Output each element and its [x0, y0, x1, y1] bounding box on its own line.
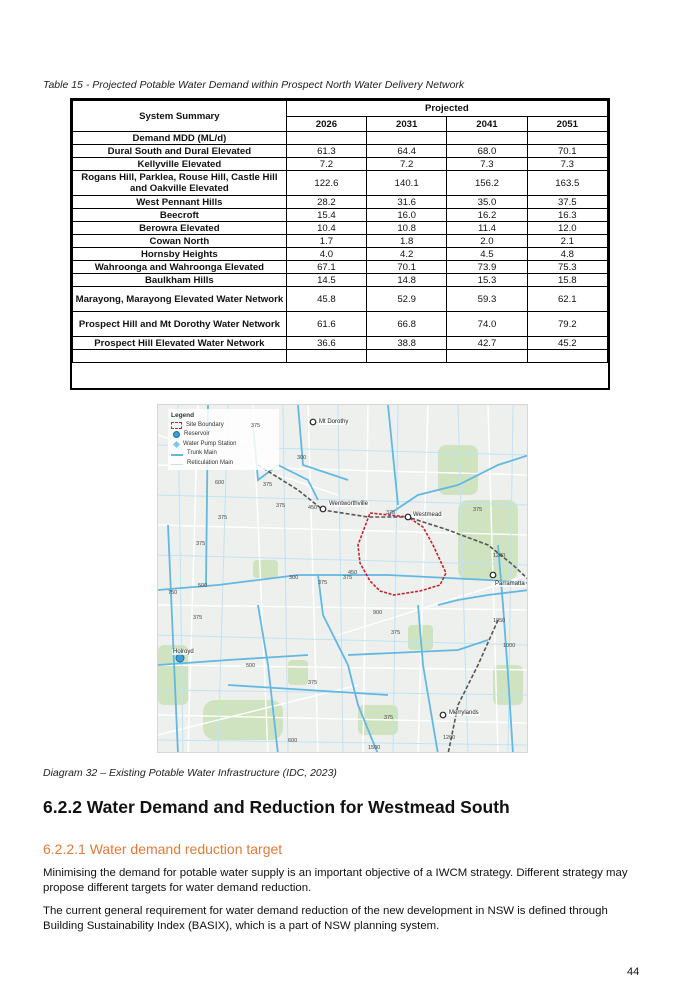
cell-value: 59.3: [447, 287, 527, 312]
cell-value: 2.1: [527, 235, 607, 248]
row-label: Marayong, Marayong Elevated Water Network: [73, 287, 287, 312]
pump-icon: [173, 441, 180, 448]
cell-value: 42.7: [447, 337, 527, 350]
cell-value: 16.2: [447, 209, 527, 222]
section-label: Demand MDD (ML/d): [73, 132, 287, 145]
cell-value: 11.4: [447, 222, 527, 235]
cell-value: 140.1: [367, 171, 447, 196]
row-label: Kellyville Elevated: [73, 158, 287, 171]
section-heading: 6.2.2 Water Demand and Reduction for Westmead South: [43, 797, 510, 817]
table-row: [73, 235, 608, 248]
pipe-diameter-label: 500: [246, 663, 256, 669]
cell-value: 75.3: [527, 261, 607, 274]
legend-item: [171, 459, 276, 469]
cell-value: 4.5: [447, 248, 527, 261]
table-row: [73, 274, 608, 287]
pipe-diameter-label: 375: [391, 630, 401, 636]
header-year: 2031: [367, 117, 447, 132]
header-system-summary: System Summary: [73, 101, 287, 132]
cell-value: 16.3: [527, 209, 607, 222]
site-boundary: [358, 513, 446, 595]
pipe-diameter-label: 375: [318, 580, 328, 586]
header-year: 2026: [286, 117, 366, 132]
legend-label: Reticulation Main: [187, 459, 234, 466]
cell-value: 4.0: [286, 248, 366, 261]
cell-value: 4.2: [367, 248, 447, 261]
map-legend: [168, 409, 279, 470]
cell-value: 73.9: [447, 261, 527, 274]
legend-label: Trunk Main: [187, 450, 217, 456]
header-projected: Projected: [286, 101, 607, 117]
table-row: [73, 312, 608, 337]
map-caption: Diagram 32 – Existing Potable Water Infrastructure (IDC, 2023): [43, 767, 337, 779]
row-label: Hornsby Heights: [73, 248, 287, 261]
cell-value: 70.1: [527, 145, 607, 158]
site-icon: [171, 422, 182, 429]
page-number: 44: [627, 966, 640, 978]
cell-value: 45.8: [286, 287, 366, 312]
label-merrylands: Merrylands: [449, 710, 479, 716]
cell-value: 15.3: [447, 274, 527, 287]
cell-value: 7.2: [286, 158, 366, 171]
cell-value: 37.5: [527, 196, 607, 209]
cell-value: 16.0: [367, 209, 447, 222]
pipe-diameter-label: 1200: [443, 735, 456, 741]
table-row: [73, 209, 608, 222]
cell-value: 64.4: [367, 145, 447, 158]
table-row: [73, 261, 608, 274]
cell-value: 2.0: [447, 235, 527, 248]
row-label: Dural South and Dural Elevated: [73, 145, 287, 158]
header-year: 2051: [527, 117, 607, 132]
pipe-diameter-label: 375: [343, 575, 353, 581]
label-parramatta: Parramatta: [495, 581, 525, 587]
pipe-diameter-label: 450: [348, 570, 358, 576]
header-year: 2041: [447, 117, 527, 132]
table-row: [73, 337, 608, 350]
table-row: [73, 145, 608, 158]
table-row: [73, 196, 608, 209]
pipe-diameter-label: 750: [168, 590, 178, 596]
cell-value: 36.6: [286, 337, 366, 350]
table-caption: Table 15 - Projected Potable Water Demand within Prospect North Water Delivery Network: [43, 79, 465, 91]
pipe-diameter-label: 375: [196, 541, 206, 547]
row-label: Prospect Hill and Mt Dorothy Water Network: [73, 312, 287, 337]
cell-value: 61.3: [286, 145, 366, 158]
row-label: Wahroonga and Wahroonga Elevated: [73, 261, 287, 274]
cell-value: 15.4: [286, 209, 366, 222]
cell-value: 74.0: [447, 312, 527, 337]
legend-item: [171, 440, 276, 450]
cell-value: 1.7: [286, 235, 366, 248]
pipe-diameter-label: 375: [276, 503, 286, 509]
cell-value: 61.6: [286, 312, 366, 337]
cell-value: 66.8: [367, 312, 447, 337]
cell-value: 28.2: [286, 196, 366, 209]
pipe-diameter-label: 500: [198, 583, 208, 589]
label-westmead: Westmead: [413, 512, 442, 518]
pipe-diameter-label: 300: [297, 455, 307, 461]
legend-label: Site Boundary: [186, 421, 224, 428]
cell-value: 10.4: [286, 222, 366, 235]
cell-value: 67.1: [286, 261, 366, 274]
cell-value: 1.8: [367, 235, 447, 248]
legend-item: [171, 449, 276, 459]
row-label: Beecroft: [73, 209, 287, 222]
water-infrastructure-map: [157, 404, 528, 753]
cell-value: 12.0: [527, 222, 607, 235]
label-holroyd: Holroyd: [173, 649, 194, 655]
subsection-heading: 6.2.2.1 Water demand reduction target: [43, 841, 283, 857]
cell-value: 7.2: [367, 158, 447, 171]
cell-value: 79.2: [527, 312, 607, 337]
demand-table-grid: [72, 100, 608, 363]
pipe-diameter-label: 375: [384, 715, 394, 721]
pipe-diameter-label: 375: [308, 680, 318, 686]
pipe-diameter-label: 375: [386, 510, 396, 516]
pipe-diameter-label: 1200: [493, 553, 506, 559]
table-row: [73, 158, 608, 171]
pipe-diameter-label: 375: [251, 423, 261, 429]
legend-label: Reservoir: [184, 431, 210, 437]
row-label: Cowan North: [73, 235, 287, 248]
label-mt-dorothy: Mt Dorothy: [319, 419, 349, 425]
row-label: Prospect Hill Elevated Water Network: [73, 337, 287, 350]
table-row-empty: [73, 350, 608, 363]
cell-value: 70.1: [367, 261, 447, 274]
cell-value: 163.5: [527, 171, 607, 196]
cell-value: 10.8: [367, 222, 447, 235]
cell-value: 52.9: [367, 287, 447, 312]
cell-value: 35.0: [447, 196, 527, 209]
demand-table: [70, 98, 610, 390]
legend-item: [171, 430, 276, 440]
pipe-diameter-label: 375: [193, 615, 203, 621]
row-label: Rogans Hill, Parklea, Rouse Hill, Castle Hill and Oakville Elevated: [73, 171, 287, 196]
cell-value: 45.2: [527, 337, 607, 350]
cell-value: 14.5: [286, 274, 366, 287]
row-label: West Pennant Hills: [73, 196, 287, 209]
cell-value: 7.3: [527, 158, 607, 171]
pipe-diameter-label: 375: [473, 507, 483, 513]
cell-value: 31.6: [367, 196, 447, 209]
row-label: Berowra Elevated: [73, 222, 287, 235]
body-paragraph: The current general requirement for water demand reduction of the new development in NSW is defined through Building Sustainability Index (BASIX), which is a part of NSW planning system.: [43, 905, 608, 932]
cell-value: 38.8: [367, 337, 447, 350]
cell-value: 122.6: [286, 171, 366, 196]
table-row: [73, 171, 608, 196]
table-row: [73, 248, 608, 261]
body-paragraph: Minimising the demand for potable water supply is an important objective of a IWCM strategy. Different strategy may propose different targets for water demand reduction.: [43, 867, 628, 894]
cell-value: 156.2: [447, 171, 527, 196]
cell-value: 4.8: [527, 248, 607, 261]
trunk-icon: [171, 454, 183, 456]
pipe-diameter-label: 1500: [368, 745, 381, 751]
cell-value: 15.8: [527, 274, 607, 287]
legend-label: Water Pump Station: [183, 440, 237, 447]
legend-item: [171, 421, 276, 431]
pipe-diameter-label: 300: [289, 575, 299, 581]
pipe-diameter-label: 1000: [503, 643, 516, 649]
cell-value: 68.0: [447, 145, 527, 158]
cell-value: 14.8: [367, 274, 447, 287]
pipe-diameter-label: 450: [308, 505, 318, 511]
cell-value: 7.3: [447, 158, 527, 171]
reservoir-icon: [176, 654, 184, 662]
legend-title: Legend: [171, 412, 195, 419]
row-label: Baulkham Hills: [73, 274, 287, 287]
pipe-diameter-label: 900: [373, 610, 383, 616]
table-row: [73, 222, 608, 235]
pipe-diameter-label: 375: [263, 482, 273, 488]
cell-value: 62.1: [527, 287, 607, 312]
table-row: [73, 287, 608, 312]
label-wentworthville: Wentworthville: [329, 501, 368, 507]
res-icon: [173, 431, 180, 438]
pipe-diameter-label: 1050: [493, 618, 506, 624]
pipe-diameter-label: 600: [215, 480, 225, 486]
pipe-diameter-label: 600: [288, 738, 298, 744]
pipe-diameter-label: 375: [218, 515, 228, 521]
retic-icon: [171, 464, 183, 465]
